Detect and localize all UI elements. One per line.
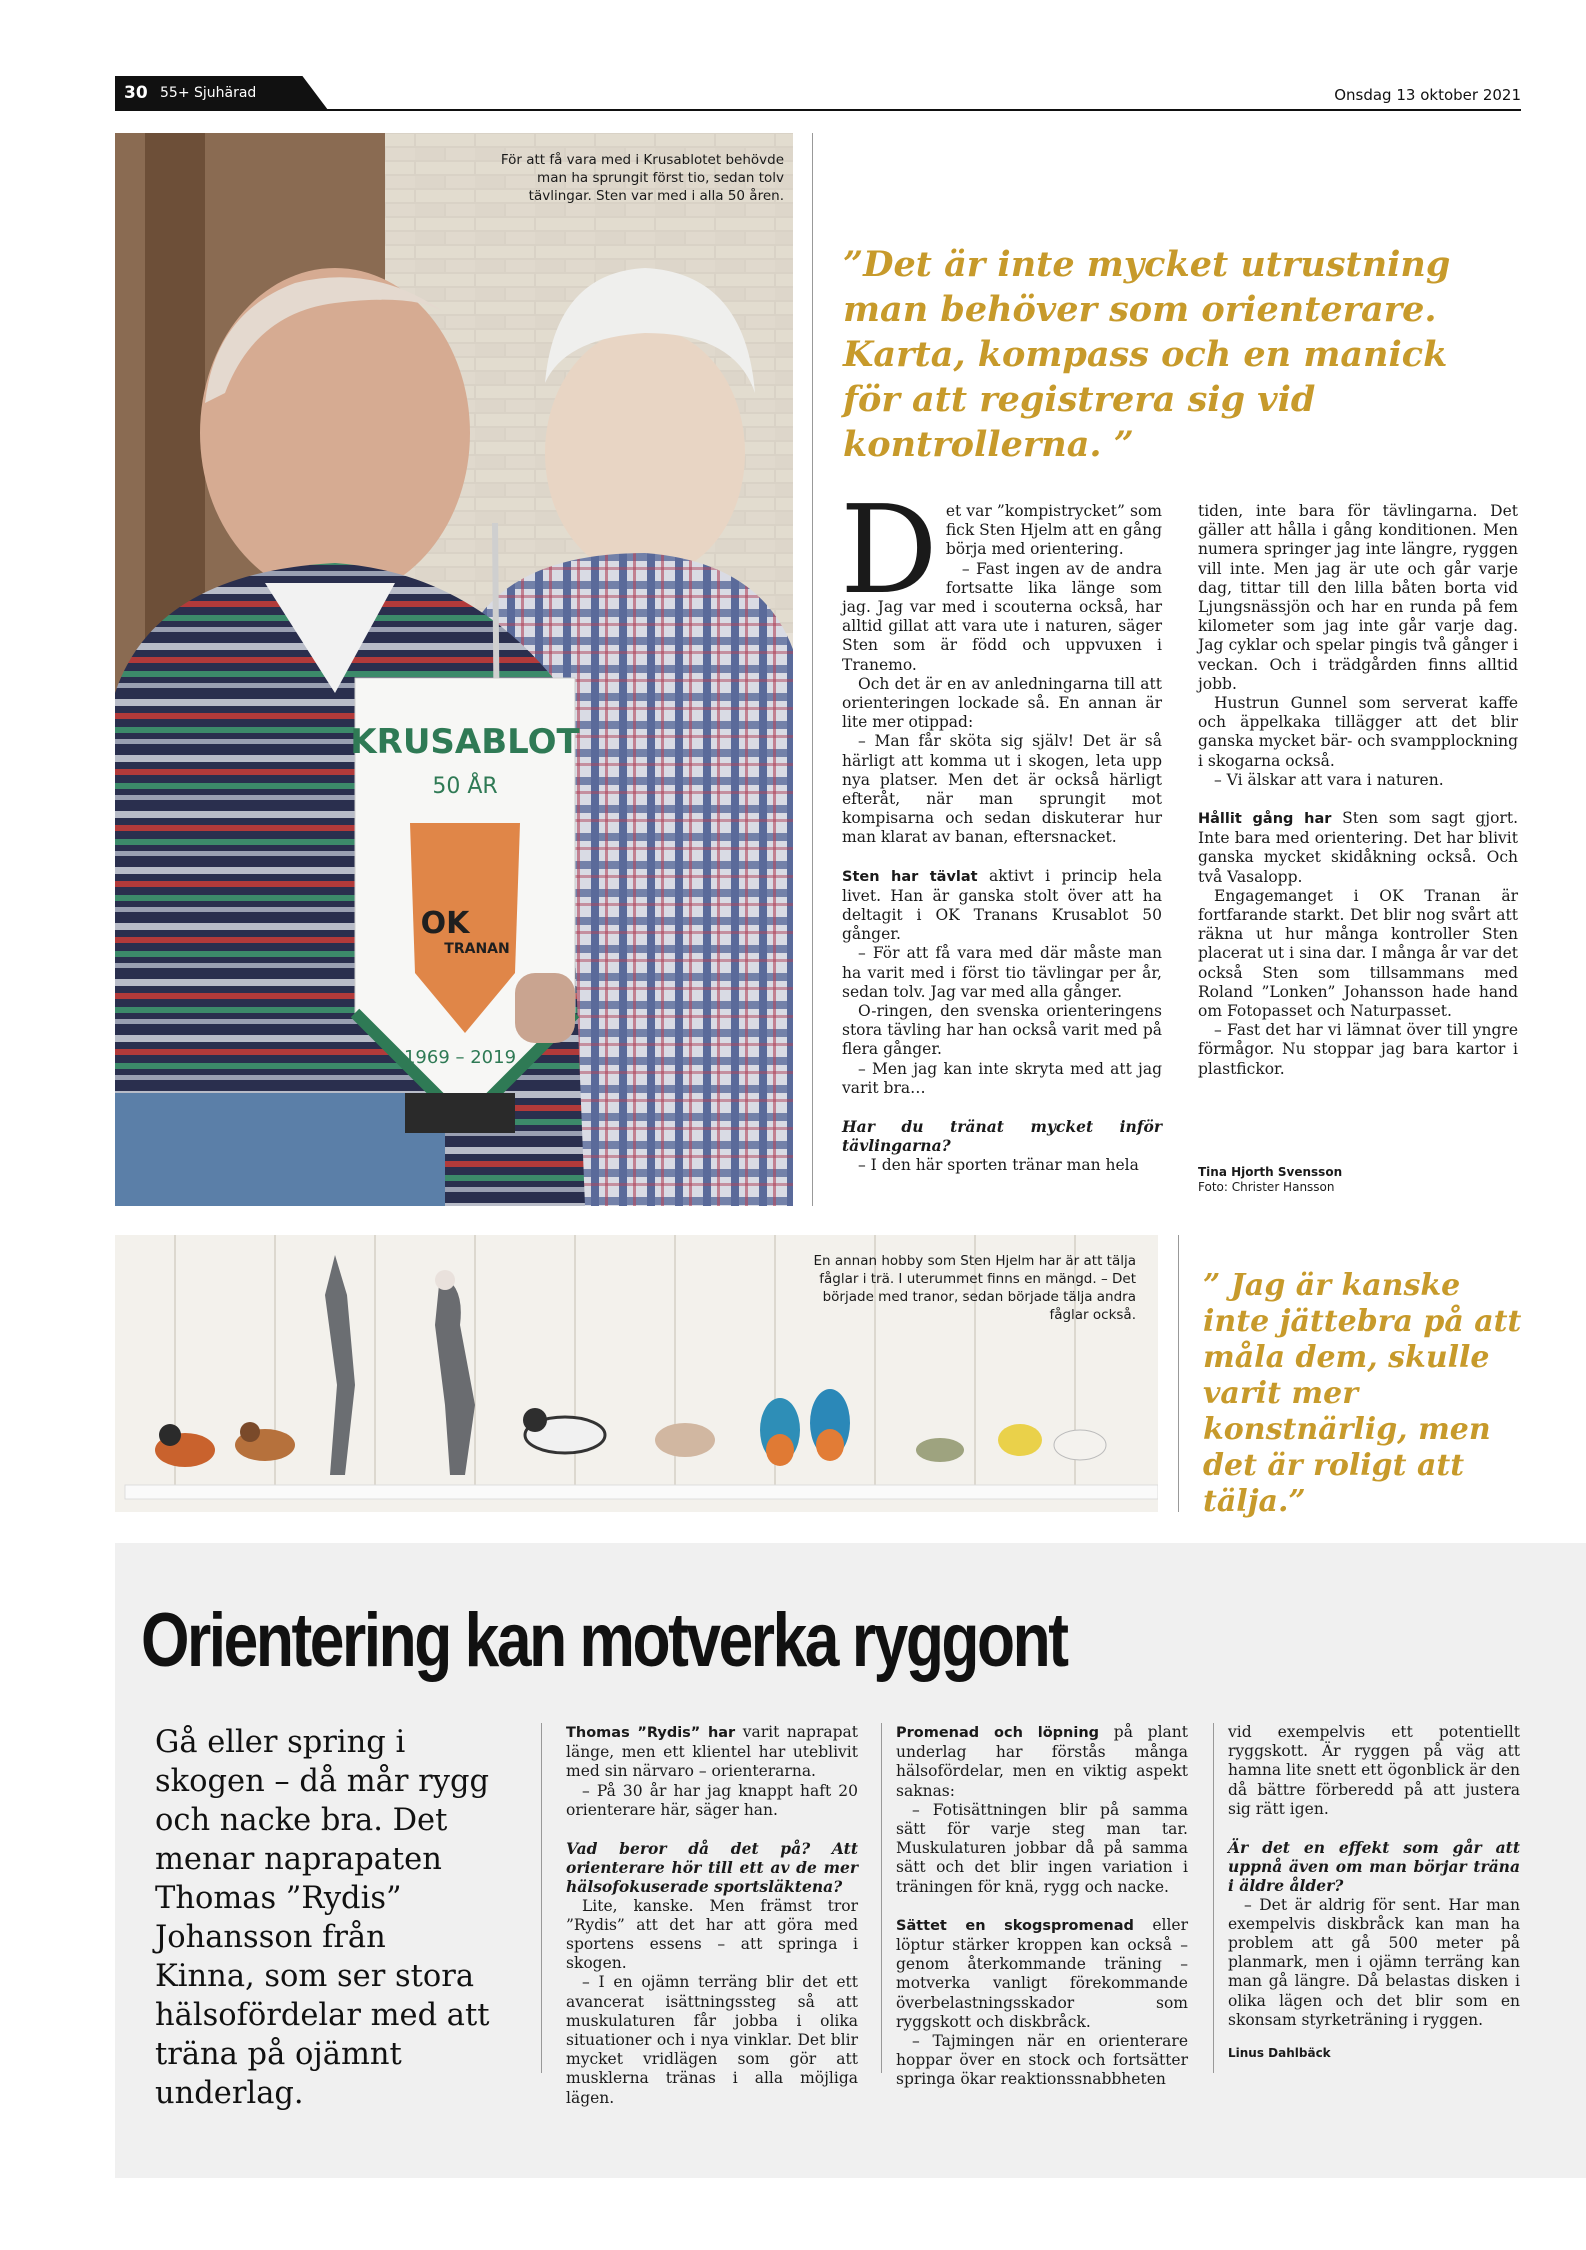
interview-question: Har du tränat mycket inför tävlingarna? — [842, 1117, 1162, 1156]
portrait-illustration — [115, 133, 793, 1206]
factbox-rule-2 — [881, 1723, 882, 2073]
pennant-logo-name: TRANAN — [444, 941, 510, 957]
pull-quote-main: ”Det är inte mycket utrustning man behöver som orienterare. Karta, kompass och en manick för att registrera sig vid kontrollerna. ” — [843, 244, 1451, 465]
lead-in: Hållit gång har — [1198, 811, 1332, 828]
column-rule-lower — [1178, 1235, 1179, 1512]
lead-in: Promenad och löpning — [896, 1725, 1100, 1741]
interview-question: Vad beror då det på? Att orienterare hör till ett av de mer hälsofokuserade sportsläktena? — [566, 1839, 858, 1897]
pull-quote-birds: ” Jag är kanske inte jättebra på att måla dem, skulle varit mer konstnärlig, men det är roligt att tälja.” — [1203, 1268, 1522, 1519]
article-column-1 — [840, 479, 1162, 1175]
header-rule — [115, 109, 1521, 111]
paragraph: – Fast det har vi lämnat över till yngre förmågor. Nu stoppar jag bara kartor i plastfickor. — [1198, 1021, 1518, 1078]
factbox-rule-3 — [1213, 1723, 1214, 2073]
pennant-title: KRUSABLOT — [350, 722, 580, 762]
lead-in: Thomas ”Rydis” har — [566, 1725, 736, 1741]
factbox-intro: Gå eller spring i skogen – då mår rygg och nacke bra. Det menar naprapaten Thomas ”Rydis” Johansson från Kinna, som ser stora hälsofördelar med att träna på ojämnt underlag. — [155, 1725, 490, 2111]
paragraph-text: Sten som sagt gjort. Inte bara med orientering. Det har blivit ganska mycket skidåkning också. Och två Vasalopp. — [1198, 809, 1518, 886]
paragraph — [896, 1723, 1188, 1801]
factbox-byline: Linus Dahlbäck — [1228, 2046, 1331, 2061]
paragraph: vid exempelvis ett potentiellt ryggskott. Är ryggen på väg att hamna lite snett ett ögonblick är den då bättre förberedd på att justera sig rätt igen. — [1228, 1723, 1520, 1818]
paragraph: – På 30 år har jag knappt haft 20 orienterare här, säger han. — [566, 1781, 858, 1819]
paragraph — [842, 867, 1162, 945]
factbox-column-2 — [896, 1723, 1188, 2090]
factbox-column-3 — [1228, 1723, 1520, 2061]
paragraph: – I en ojämn terräng blir det ett avancerat isättningssteg så att muskulaturen får jobba i olika situationer och i nya vinklar. Det blir mycket vridlägen som gör att musklerna tränas i alla möjliga lägen. — [566, 1973, 858, 2107]
paragraph-text: eller löptur stärker kroppen kan också – genom återkommande träning – motverka vanligt förekommande överbelastningsskador som ryggskott och diskbråck. — [896, 1915, 1188, 2031]
byline-author: Tina Hjorth Svensson — [1198, 1165, 1343, 1179]
paragraph: Hustrun Gunnel som serverat kaffe och äppelkaka tillägger att det blir ganska mycket bär- och svampplockning i skogarna också. — [1198, 694, 1518, 770]
pennant-logo-letters: OK — [420, 906, 470, 941]
paragraph-text: aktivt i princip hela livet. Han är ganska stolt över att ha deltagit i OK Tranans Krusablot 50 gånger. — [842, 866, 1162, 944]
lead-in: Sättet en skogspromenad — [896, 1917, 1134, 1934]
paragraph: et var ”kompistrycket” som fick Sten Hjelm att en gång börja med orientering. — [945, 502, 1162, 559]
paragraph — [566, 1723, 858, 1782]
interview-question: Är det en effekt som går att uppnå även om man börjar träna i äldre ålder? — [1228, 1838, 1520, 1896]
paragraph: – Men jag kan inte skryta med att jag varit bra… — [842, 1059, 1162, 1097]
byline-photographer: Foto: Christer Hansson — [1198, 1180, 1335, 1194]
drop-cap: D — [840, 479, 938, 621]
column-rule — [812, 133, 813, 1206]
page-number: 30 — [124, 83, 148, 103]
paragraph: – För att få vara med där måste man ha varit med i först tio tävlingar per år, sedan tolv. Jag var med alla gånger. — [842, 944, 1162, 1001]
paragraph: – Man får sköta sig själv! Det är så härligt att komma ut i skogen, leta upp nya platser. Men det är också härligt efteråt, när man sprungit mot kompisarna och sedan diskuterar hur man klarat av banan, eftersnacket. — [842, 732, 1162, 847]
section-name: 55+ Sjuhärad — [160, 85, 257, 101]
paragraph-text: på plant underlag har förstås många hälsofördelar, men en viktig aspekt saknas: — [896, 1723, 1188, 1800]
paragraph — [1198, 809, 1518, 887]
article-byline — [1198, 1165, 1342, 1195]
factbox-headline: Orientering kan motverka ryggont — [141, 1598, 1067, 1683]
paragraph: Engagemanget i OK Tranan är fortfarande starkt. Det blir nog svårt att räkna ut hur många kontroller Sten placerat ut i sina dar. I många år var det också Sten som tillsammans med Roland ”Lonken” Johansson hade hand om Fotopasset och Naturpasset. — [1198, 886, 1518, 1021]
lead-in: Sten har tävlat — [842, 868, 978, 885]
article-column-2 — [1198, 502, 1518, 1079]
paragraph: – Tajmingen när en orienterare hoppar över en stock och fortsätter springa ökar reaktionssnabbheten — [896, 2032, 1188, 2089]
factbox-column-1 — [566, 1723, 858, 2108]
paragraph: – Fast ingen av de andra fortsatte lika länge som jag. Jag var med i scouterna också, har alltid gillat att vara ute i naturen, säger Sten som är född och uppvuxen i Tranemo. — [842, 559, 1162, 674]
issue-date: Onsdag 13 oktober 2021 — [1334, 86, 1521, 104]
paragraph: O-ringen, den svenska orienteringens stora tävling har han också varit med på flera gånger. — [842, 1002, 1162, 1059]
paragraph: – Fotisättningen blir på samma sätt för varje steg man tar. Muskulaturen jobbar då på samma sätt och det blir ingen variation i träningen för knä, rygg och nacke. — [896, 1800, 1188, 1896]
pennant-subtitle: 50 ÅR — [432, 774, 498, 799]
paragraph: tiden, inte bara för tävlingarna. Det gäller att hålla i gång konditionen. Men numera springer jag inte längre, ryggen vill inte. Men jag är ute och går varje dag, tittar till den lilla båten borta vid Ljungsnässjön och har en runda på fem kilometer som jag inte går varje dag. Jag cyklar och spelar pingis två gånger i veckan. Och i trädgården finns alltid jobb. — [1198, 502, 1518, 693]
birds-caption: En annan hobby som Sten Hjelm har är att tälja fåglar i trä. I uterummet finns en mängd. – Det började med tranor, sedan började tälja andra fåglar också. — [813, 1253, 1136, 1323]
paragraph: – Vi älskar att vara i naturen. — [1214, 770, 1444, 789]
portrait-photo — [115, 133, 793, 1206]
paragraph: – I den här sporten tränar man hela — [858, 1155, 1139, 1174]
paragraph-text: varit naprapat länge, men ett klientel har uteblivit med sin närvaro – orienterarna. — [566, 1723, 859, 1781]
paragraph: Och det är en av anledningarna till att orienteringen lockade så. En annan är lite mer otippad: — [842, 674, 1162, 732]
pennant-years: 1969 – 2019 — [403, 1047, 517, 1068]
paragraph — [896, 1916, 1188, 2032]
paragraph: – Det är aldrig för sent. Har man exempelvis diskbråck kan man ha problem att gå 500 meter på planmark, men i ojämn terräng kan man gå längre. Då belastas disken i olika lägen och det blir som en skonsam styrketräning i ryggen. — [1228, 1895, 1520, 2029]
portrait-caption: För att få vara med i Krusablotet behövde man ha sprungit först tio, sedan tolv tävlingar. Sten var med i alla 50 åren. — [500, 152, 784, 204]
paragraph: Lite, kanske. Men främst tror ”Rydis” att det har att göra med sportens essens – att springa i skogen. — [566, 1896, 858, 1973]
factbox-rule-1 — [541, 1723, 542, 2073]
